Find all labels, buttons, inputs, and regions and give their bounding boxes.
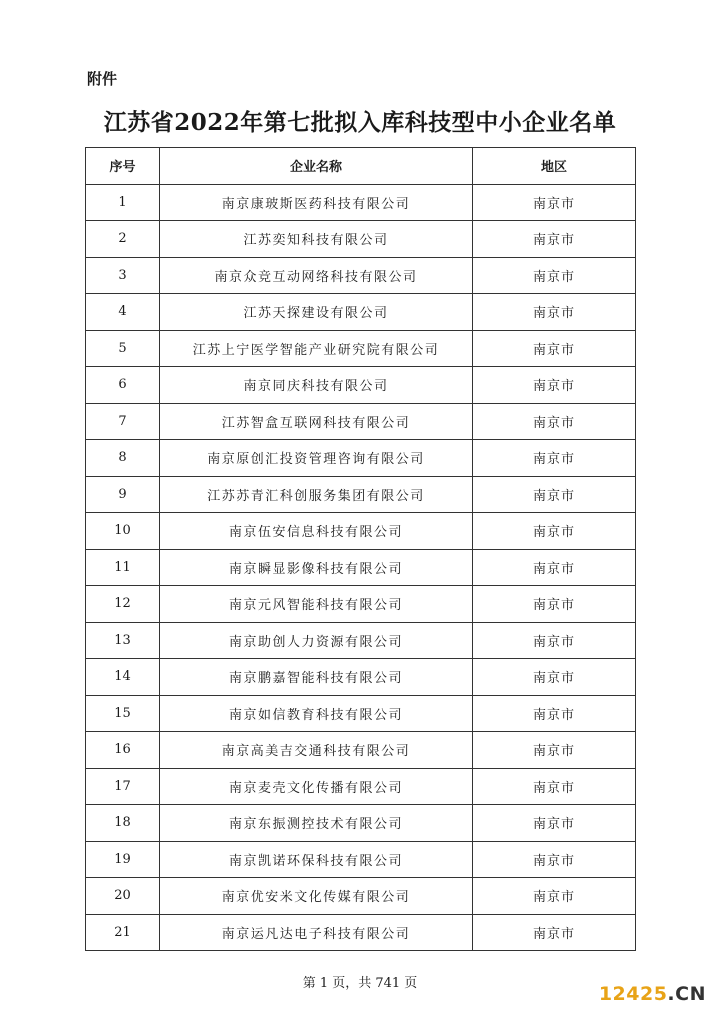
row-index: 19 <box>86 841 160 878</box>
row-company-name: 南京麦壳文化传播有限公司 <box>160 768 473 805</box>
row-company-name: 南京伍安信息科技有限公司 <box>160 513 473 550</box>
table-row <box>86 586 636 623</box>
row-region: 南京市 <box>473 695 636 732</box>
row-index: 6 <box>86 367 160 404</box>
header-company-name: 企业名称 <box>160 148 473 185</box>
row-company-name: 南京凯诺环保科技有限公司 <box>160 841 473 878</box>
row-company-name: 江苏智盒互联网科技有限公司 <box>160 403 473 440</box>
table-row <box>86 221 636 258</box>
row-index: 8 <box>86 440 160 477</box>
row-company-name: 南京瞬显影像科技有限公司 <box>160 549 473 586</box>
row-region: 南京市 <box>473 440 636 477</box>
row-region: 南京市 <box>473 878 636 915</box>
row-region: 南京市 <box>473 513 636 550</box>
watermark-domain: .CN <box>667 983 706 1005</box>
table-row <box>86 768 636 805</box>
row-company-name: 南京原创汇投资管理咨询有限公司 <box>160 440 473 477</box>
row-company-name: 南京康玻斯医药科技有限公司 <box>160 184 473 221</box>
site-watermark <box>599 983 706 1005</box>
row-region: 南京市 <box>473 914 636 951</box>
table-row <box>86 513 636 550</box>
table-row <box>86 440 636 477</box>
row-index: 20 <box>86 878 160 915</box>
header-index: 序号 <box>86 148 160 185</box>
table-row <box>86 184 636 221</box>
row-region: 南京市 <box>473 732 636 769</box>
row-index: 15 <box>86 695 160 732</box>
watermark-number: 12425 <box>598 983 668 1005</box>
attachment-label: 附件 <box>87 70 118 88</box>
table-row <box>86 878 636 915</box>
row-region: 南京市 <box>473 367 636 404</box>
row-company-name: 南京众竞互动网络科技有限公司 <box>160 257 473 294</box>
table-row <box>86 659 636 696</box>
table-row <box>86 805 636 842</box>
row-company-name: 江苏奕知科技有限公司 <box>160 221 473 258</box>
row-index: 7 <box>86 403 160 440</box>
table-row <box>86 549 636 586</box>
row-company-name: 江苏天探建设有限公司 <box>160 294 473 331</box>
table-row <box>86 695 636 732</box>
row-company-name: 江苏苏青汇科创服务集团有限公司 <box>160 476 473 513</box>
row-index: 18 <box>86 805 160 842</box>
table-row <box>86 257 636 294</box>
row-company-name: 南京高美吉交通科技有限公司 <box>160 732 473 769</box>
row-index: 1 <box>86 184 160 221</box>
row-index: 14 <box>86 659 160 696</box>
table-row <box>86 294 636 331</box>
row-index: 5 <box>86 330 160 367</box>
row-index: 16 <box>86 732 160 769</box>
row-index: 9 <box>86 476 160 513</box>
table-row <box>86 732 636 769</box>
row-region: 南京市 <box>473 221 636 258</box>
row-region: 南京市 <box>473 768 636 805</box>
row-company-name: 南京助创人力资源有限公司 <box>160 622 473 659</box>
row-region: 南京市 <box>473 805 636 842</box>
row-company-name: 江苏上宁医学智能产业研究院有限公司 <box>160 330 473 367</box>
row-region: 南京市 <box>473 184 636 221</box>
table-row <box>86 367 636 404</box>
row-company-name: 南京优安米文化传媒有限公司 <box>160 878 473 915</box>
row-index: 21 <box>86 914 160 951</box>
table-row <box>86 914 636 951</box>
row-region: 南京市 <box>473 476 636 513</box>
row-index: 17 <box>86 768 160 805</box>
row-index: 2 <box>86 221 160 258</box>
company-table <box>85 147 636 951</box>
row-index: 11 <box>86 549 160 586</box>
table-row <box>86 841 636 878</box>
row-company-name: 南京元风智能科技有限公司 <box>160 586 473 623</box>
row-region: 南京市 <box>473 586 636 623</box>
row-company-name: 南京同庆科技有限公司 <box>160 367 473 404</box>
row-region: 南京市 <box>473 549 636 586</box>
row-region: 南京市 <box>473 841 636 878</box>
row-index: 12 <box>86 586 160 623</box>
row-company-name: 南京鹏嘉智能科技有限公司 <box>160 659 473 696</box>
row-company-name: 南京运凡达电子科技有限公司 <box>160 914 473 951</box>
document-title: 江苏省2022年第七批拟入库科技型中小企业名单 <box>103 109 617 136</box>
table-header-row <box>86 148 636 185</box>
row-company-name: 南京如信教育科技有限公司 <box>160 695 473 732</box>
row-region: 南京市 <box>473 294 636 331</box>
row-company-name: 南京东振测控技术有限公司 <box>160 805 473 842</box>
row-region: 南京市 <box>473 622 636 659</box>
row-region: 南京市 <box>473 330 636 367</box>
table-row <box>86 330 636 367</box>
row-index: 13 <box>86 622 160 659</box>
row-index: 4 <box>86 294 160 331</box>
page-footer: 第 1 页，共 741 页 <box>302 976 418 991</box>
row-region: 南京市 <box>473 403 636 440</box>
header-region: 地区 <box>473 148 636 185</box>
table-row <box>86 622 636 659</box>
row-region: 南京市 <box>473 257 636 294</box>
row-region: 南京市 <box>473 659 636 696</box>
table-row <box>86 403 636 440</box>
table-row <box>86 476 636 513</box>
row-index: 10 <box>86 513 160 550</box>
row-index: 3 <box>86 257 160 294</box>
